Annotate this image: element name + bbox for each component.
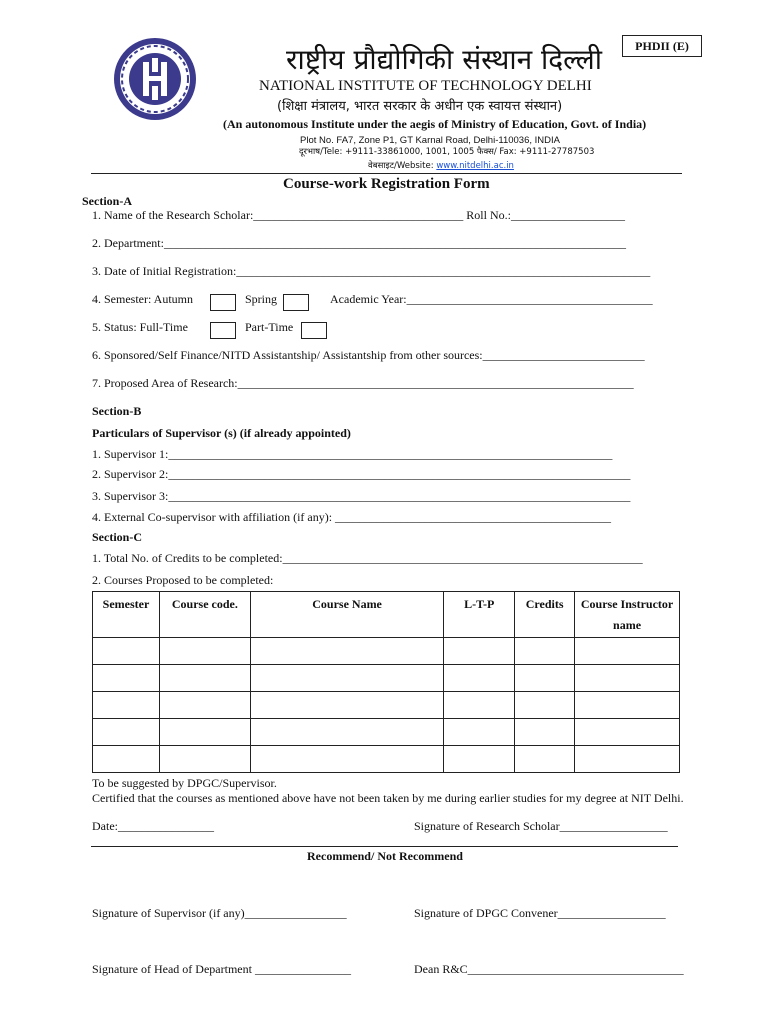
section-a-heading: Section-A <box>82 194 132 208</box>
spring-checkbox[interactable] <box>283 294 309 311</box>
hindi-subtitle: (शिक्षा मंत्रालय, भारत सरकार के अधीन एक स्वायत्त संस्थान) <box>277 99 563 114</box>
registration-date-field[interactable]: 3. Date of Initial Registration:_____________________________________________________________________ <box>92 264 651 278</box>
table-cell[interactable] <box>159 665 250 692</box>
table-cell[interactable] <box>575 665 680 692</box>
english-institute-name: NATIONAL INSTITUTE OF TECHNOLOGY DELHI <box>259 78 592 94</box>
certification-statement: Certified that the courses as mentioned above have not been taken by me during earlier studies for my degree at NIT Delhi. <box>92 791 684 805</box>
table-cell[interactable] <box>159 692 250 719</box>
form-code-badge: PHDII (E) <box>622 35 702 57</box>
spring-label: Spring <box>245 292 278 306</box>
header-ltp: L-T-P <box>444 592 515 638</box>
header-instructor: Course Instructor name <box>575 592 680 638</box>
table-cell[interactable] <box>93 719 160 746</box>
courses-proposed-label: 2. Courses Proposed to be completed: <box>92 573 274 587</box>
research-area-field[interactable]: 7. Proposed Area of Research:__________________________________________________________________ <box>92 376 634 390</box>
part-time-label: Part-Time <box>245 320 294 334</box>
table-cell[interactable] <box>250 638 444 665</box>
table-row[interactable] <box>93 719 680 746</box>
table-cell[interactable] <box>159 719 250 746</box>
recommend-divider <box>91 846 678 847</box>
phone-line: दूरभाष/Tele: +9111-33861000, 1001, 1005 फैक्स/ Fax: +9111-27787503 <box>299 147 595 157</box>
english-subtitle: (An autonomous Institute under the aegis of Ministry of Education, Govt. of India) <box>223 117 647 131</box>
suggested-note: To be suggested by DPGC/Supervisor. <box>92 776 277 790</box>
table-cell[interactable] <box>515 638 575 665</box>
supervisor-3-field[interactable]: 3. Supervisor 3:_____________________________________________________________________________ <box>92 489 631 503</box>
header-credits: Credits <box>515 592 575 638</box>
table-cell[interactable] <box>444 692 515 719</box>
table-cell[interactable] <box>444 746 515 773</box>
website-label: वेबसाइट/Website: <box>368 161 437 171</box>
address-line: Plot No. FA7, Zone P1, GT Karnal Road, Delhi-110036, INDIA <box>300 135 560 146</box>
academic-year-field[interactable]: Academic Year:_________________________________________ <box>330 292 653 306</box>
header-course-code: Course code. <box>159 592 250 638</box>
table-cell[interactable] <box>515 719 575 746</box>
table-row[interactable] <box>93 692 680 719</box>
scholar-signature-field[interactable]: Signature of Research Scholar__________________ <box>414 819 668 833</box>
table-cell[interactable] <box>515 746 575 773</box>
autumn-checkbox[interactable] <box>210 294 236 311</box>
total-credits-field[interactable]: 1. Total No. of Credits to be completed:____________________________________________________________ <box>92 551 643 565</box>
dean-signature-field[interactable]: Dean R&C____________________________________ <box>414 962 684 976</box>
supervisor-particulars-heading: Particulars of Supervisor (s) (if already appointed) <box>92 426 351 440</box>
courses-table <box>92 591 680 773</box>
table-cell[interactable] <box>444 719 515 746</box>
dpgc-signature-field[interactable]: Signature of DPGC Convener__________________ <box>414 906 666 920</box>
section-c-heading: Section-C <box>92 530 142 544</box>
table-cell[interactable] <box>250 692 444 719</box>
table-cell[interactable] <box>575 692 680 719</box>
table-row[interactable] <box>93 638 680 665</box>
hindi-institute-name: राष्ट्रीय प्रौद्योगिकी संस्थान दिल्ली <box>286 43 603 76</box>
table-row[interactable] <box>93 746 680 773</box>
website-line <box>368 160 514 171</box>
hod-signature-field[interactable]: Signature of Head of Department ________________ <box>92 962 351 976</box>
status-label: 5. Status: Full-Time <box>92 320 188 334</box>
supervisor-1-field[interactable]: 1. Supervisor 1:__________________________________________________________________________ <box>92 447 613 461</box>
website-link[interactable]: www.nitdelhi.ac.in <box>436 161 514 171</box>
nit-delhi-emblem-icon <box>112 36 198 122</box>
header-course-name: Course Name <box>250 592 444 638</box>
table-header-row <box>93 592 680 638</box>
header-divider <box>91 173 682 174</box>
form-title: Course-work Registration Form <box>283 176 490 192</box>
table-cell[interactable] <box>250 665 444 692</box>
semester-label: 4. Semester: Autumn <box>92 292 193 306</box>
full-time-checkbox[interactable] <box>210 322 236 339</box>
date-field[interactable]: Date:________________ <box>92 819 214 833</box>
recommend-label: Recommend/ Not Recommend <box>307 849 463 863</box>
supervisor-2-field[interactable]: 2. Supervisor 2:_____________________________________________________________________________ <box>92 467 631 481</box>
department-field[interactable]: 2. Department:_____________________________________________________________________________ <box>92 236 626 250</box>
table-cell[interactable] <box>93 638 160 665</box>
table-cell[interactable] <box>444 638 515 665</box>
supervisor-signature-field[interactable]: Signature of Supervisor (if any)_________________ <box>92 906 347 920</box>
table-row[interactable] <box>93 665 680 692</box>
table-cell[interactable] <box>575 638 680 665</box>
part-time-checkbox[interactable] <box>301 322 327 339</box>
table-cell[interactable] <box>515 692 575 719</box>
table-cell[interactable] <box>159 746 250 773</box>
scholar-name-field[interactable]: 1. Name of the Research Scholar:___________________________________ Roll No.:___________________ <box>92 208 625 222</box>
table-cell[interactable] <box>444 665 515 692</box>
header-semester: Semester <box>93 592 160 638</box>
table-cell[interactable] <box>250 719 444 746</box>
sponsorship-field[interactable]: 6. Sponsored/Self Finance/NITD Assistantship/ Assistantship from other sources:___________________________ <box>92 348 645 362</box>
section-b-heading: Section-B <box>92 404 142 418</box>
table-cell[interactable] <box>575 719 680 746</box>
table-cell[interactable] <box>93 692 160 719</box>
table-cell[interactable] <box>93 746 160 773</box>
table-cell[interactable] <box>250 746 444 773</box>
external-cosupervisor-field[interactable]: 4. External Co-supervisor with affiliation (if any): ______________________________________________ <box>92 510 612 524</box>
table-cell[interactable] <box>93 665 160 692</box>
table-cell[interactable] <box>159 638 250 665</box>
table-cell[interactable] <box>575 746 680 773</box>
table-cell[interactable] <box>515 665 575 692</box>
